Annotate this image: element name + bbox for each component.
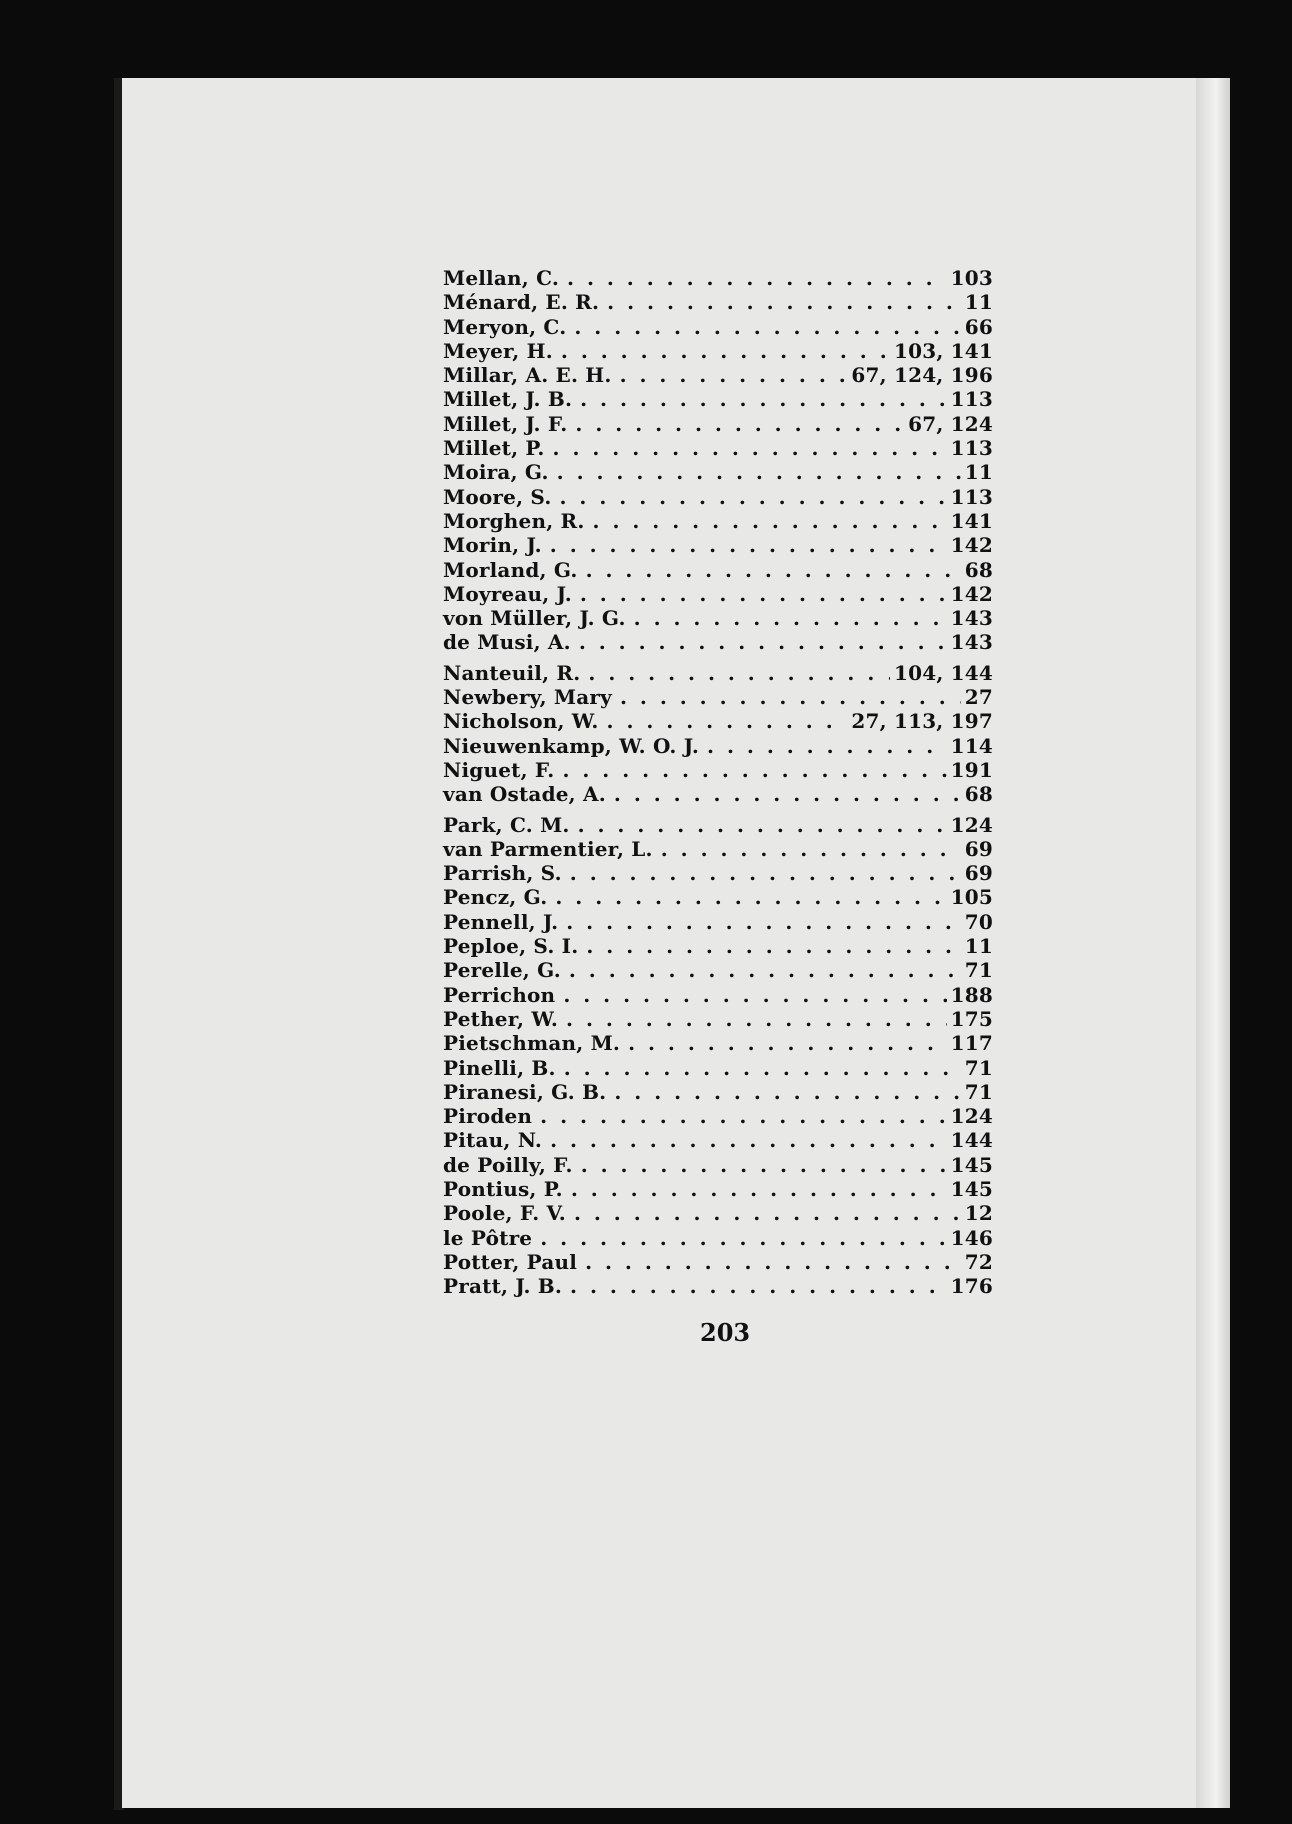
index-entry-pages: 72 [964, 1249, 993, 1274]
index-entry-name: Morland, G. [443, 557, 578, 582]
index-entry-name: Ménard, E. R. [443, 290, 600, 315]
index-entry-name: Park, C. M. [443, 812, 570, 837]
index-entry [443, 934, 993, 958]
index-entry [443, 1250, 993, 1274]
index-entry [443, 509, 993, 533]
index-entry [443, 1056, 993, 1080]
index-entry-pages: 103, 141 [893, 338, 993, 363]
dot-leader [550, 1128, 947, 1152]
index-entry [443, 709, 993, 733]
index-entry-pages: 114 [950, 733, 993, 758]
index-entry-pages: 124 [950, 812, 993, 837]
dot-leader [562, 758, 946, 782]
index-entry-pages: 71 [964, 1055, 993, 1080]
index-entry-pages: 11 [964, 290, 993, 315]
index-entry [443, 363, 993, 387]
index-entry-pages: 11 [964, 934, 993, 959]
index-entry [443, 813, 993, 837]
dot-leader [586, 558, 961, 582]
index-entry [443, 266, 993, 290]
index-entry [443, 885, 993, 909]
index-entry-pages: 188 [950, 982, 993, 1007]
index-entry [443, 1031, 993, 1055]
index-entry-name: Piranesi, G. B. [443, 1079, 607, 1104]
index-entry-name: Nanteuil, R. [443, 660, 581, 685]
dot-leader [588, 661, 890, 685]
index-entry-pages: 176 [950, 1274, 993, 1299]
index-entry-pages: 113 [950, 436, 993, 461]
dot-leader [557, 460, 961, 484]
index-entry-name: de Musi, A. [443, 630, 571, 655]
index-entry-pages: 144 [950, 1128, 993, 1153]
dot-leader [581, 1153, 947, 1177]
index-entry [443, 685, 993, 709]
index-entry-pages: 142 [950, 581, 993, 606]
index-entry-name: Pinelli, B. [443, 1055, 556, 1080]
dot-leader [567, 266, 947, 290]
dot-leader [628, 1031, 947, 1055]
dot-leader [580, 582, 947, 606]
dot-leader [607, 709, 848, 733]
index-entry [443, 1177, 993, 1201]
index-entry-name: Pontius, P. [443, 1176, 563, 1201]
index-entry [443, 558, 993, 582]
index-entry-pages: 141 [950, 508, 993, 533]
index-entry-pages: 69 [964, 836, 993, 861]
index-entry [443, 1153, 993, 1177]
dot-leader [574, 1201, 961, 1225]
dot-leader [555, 885, 946, 909]
dot-leader [579, 630, 947, 654]
index-entry-name: Morghen, R. [443, 508, 585, 533]
index-entry-pages: 71 [964, 1079, 993, 1104]
index-entry [443, 734, 993, 758]
index-entry [443, 315, 993, 339]
dot-leader [553, 436, 947, 460]
dot-leader [614, 1080, 960, 1104]
dot-leader [585, 1250, 961, 1274]
dot-leader [563, 983, 946, 1007]
index-entry-name: Millet, J. F. [443, 411, 568, 436]
dot-leader [571, 1177, 947, 1201]
index-entry [443, 1007, 993, 1031]
index-entry-pages: 143 [950, 606, 993, 631]
index-entry-pages: 145 [950, 1176, 993, 1201]
index-entry-name: Perelle, G. [443, 958, 561, 983]
index-entry-pages: 12 [964, 1201, 993, 1226]
dot-leader [586, 934, 960, 958]
index-entry-name: Peploe, S. I. [443, 934, 579, 959]
index-entry [443, 1226, 993, 1250]
index-entry-pages: 143 [950, 630, 993, 655]
index-entry [443, 485, 993, 509]
index-entry-name: Pennell, J. [443, 909, 559, 934]
index-entry [443, 387, 993, 411]
index-entry-pages: 113 [950, 484, 993, 509]
index-entry [443, 1274, 993, 1298]
index-entry [443, 582, 993, 606]
index-entry [443, 606, 993, 630]
index-entry-name: le Pôtre [443, 1225, 533, 1250]
index-entry [443, 861, 993, 885]
dot-leader [550, 533, 947, 557]
dot-leader [620, 363, 848, 387]
index-entry [443, 782, 993, 806]
index-entry-pages: 67, 124 [908, 411, 993, 436]
index-entry [443, 436, 993, 460]
index-entry-name: Millar, A. E. H. [443, 363, 612, 388]
index-entry-name: van Parmentier, L. [443, 836, 653, 861]
index-entry-name: Meyer, H. [443, 338, 553, 363]
index-entry-pages: 67, 124, 196 [851, 363, 993, 388]
dot-leader [540, 1226, 946, 1250]
index-entry-pages: 175 [950, 1006, 993, 1031]
index-entry [443, 290, 993, 314]
dot-leader [570, 1274, 947, 1298]
index-entry-name: Pietschman, M. [443, 1031, 621, 1056]
index-entry [443, 983, 993, 1007]
index-entry-name: Moira, G. [443, 460, 549, 485]
dot-leader [634, 606, 947, 630]
index-entry-pages: 70 [964, 909, 993, 934]
index-entry-pages: 66 [964, 314, 993, 339]
index-entry-pages: 68 [964, 557, 993, 582]
dot-leader [614, 782, 961, 806]
index-entry [443, 339, 993, 363]
index-entry-name: Pether, W. [443, 1006, 559, 1031]
dot-leader [578, 813, 947, 837]
index-entry-pages: 145 [950, 1152, 993, 1177]
index-entry [443, 1128, 993, 1152]
index-entry-name: Meryon, C. [443, 314, 567, 339]
index-entry-name: Perrichon [443, 982, 556, 1007]
index-entry-pages: 146 [950, 1225, 993, 1250]
index-entry [443, 910, 993, 934]
index-entry-name: Mellan, C. [443, 266, 560, 290]
index-entry-name: Moore, S. [443, 484, 552, 509]
index-entry-name: Millet, P. [443, 436, 545, 461]
index-entry [443, 412, 993, 436]
index-entry-pages: 124 [950, 1104, 993, 1129]
index-entry-name: Newbery, Mary [443, 685, 612, 710]
index-entry-name: de Poilly, F. [443, 1152, 573, 1177]
index-entry-pages: 103 [950, 266, 993, 290]
index-entry-pages: 27, 113, 197 [851, 709, 993, 734]
index-entry [443, 958, 993, 982]
index-entry-name: Poole, F. V. [443, 1201, 566, 1226]
index-entry-pages: 27 [964, 685, 993, 710]
index-entry-name: Pratt, J. B. [443, 1274, 563, 1299]
index-entry-name: Niguet, F. [443, 757, 555, 782]
index-entry [443, 758, 993, 782]
dot-leader [574, 315, 960, 339]
dot-leader [607, 290, 961, 314]
index-entry-pages: 117 [950, 1031, 993, 1056]
dot-leader [593, 509, 947, 533]
dot-leader [564, 1056, 961, 1080]
index-entry [443, 630, 993, 654]
dot-leader [566, 910, 961, 934]
index-entry-name: van Ostade, A. [443, 782, 606, 807]
index-entry [443, 460, 993, 484]
index-entry-name: Nicholson, W. [443, 709, 599, 734]
index-entry-pages: 142 [950, 533, 993, 558]
index-list [443, 266, 993, 1298]
index-entry-pages: 69 [964, 861, 993, 886]
page-fore-edge [1196, 78, 1230, 1808]
index-entry-name: von Müller, J. G. [443, 606, 626, 631]
dot-leader [540, 1104, 946, 1128]
dot-leader [570, 861, 961, 885]
index-entry-pages: 11 [964, 460, 993, 485]
index-entry [443, 1104, 993, 1128]
dot-leader [566, 1007, 947, 1031]
index-entry-pages: 68 [964, 782, 993, 807]
index-entry-name: Moyreau, J. [443, 581, 572, 606]
page-number: 203 [700, 1318, 751, 1347]
index-entry-name: Pencz, G. [443, 885, 548, 910]
dot-leader [561, 339, 890, 363]
dot-leader [620, 685, 961, 709]
index-entry-name: Parrish, S. [443, 861, 562, 886]
index-entry-pages: 104, 144 [893, 660, 993, 685]
index-entry [443, 837, 993, 861]
index-entry [443, 1080, 993, 1104]
index-entry-name: Millet, J. B. [443, 387, 573, 412]
dot-leader [569, 958, 961, 982]
index-entry-name: Potter, Paul [443, 1249, 578, 1274]
index-entry-pages: 105 [950, 885, 993, 910]
dot-leader [580, 387, 947, 411]
index-entry [443, 661, 993, 685]
index-entry-name: Piroden [443, 1104, 533, 1129]
dot-leader [575, 412, 904, 436]
index-entry [443, 533, 993, 557]
dot-leader [707, 734, 947, 758]
index-entry-pages: 71 [964, 958, 993, 983]
index-entry [443, 1201, 993, 1225]
index-entry-pages: 191 [950, 757, 993, 782]
index-entry-name: Morin, J. [443, 533, 542, 558]
dot-leader [560, 485, 947, 509]
dot-leader [661, 837, 961, 861]
index-entry-pages: 113 [950, 387, 993, 412]
index-entry-name: Nieuwenkamp, W. O. J. [443, 733, 700, 758]
index-entry-name: Pitau, N. [443, 1128, 543, 1153]
